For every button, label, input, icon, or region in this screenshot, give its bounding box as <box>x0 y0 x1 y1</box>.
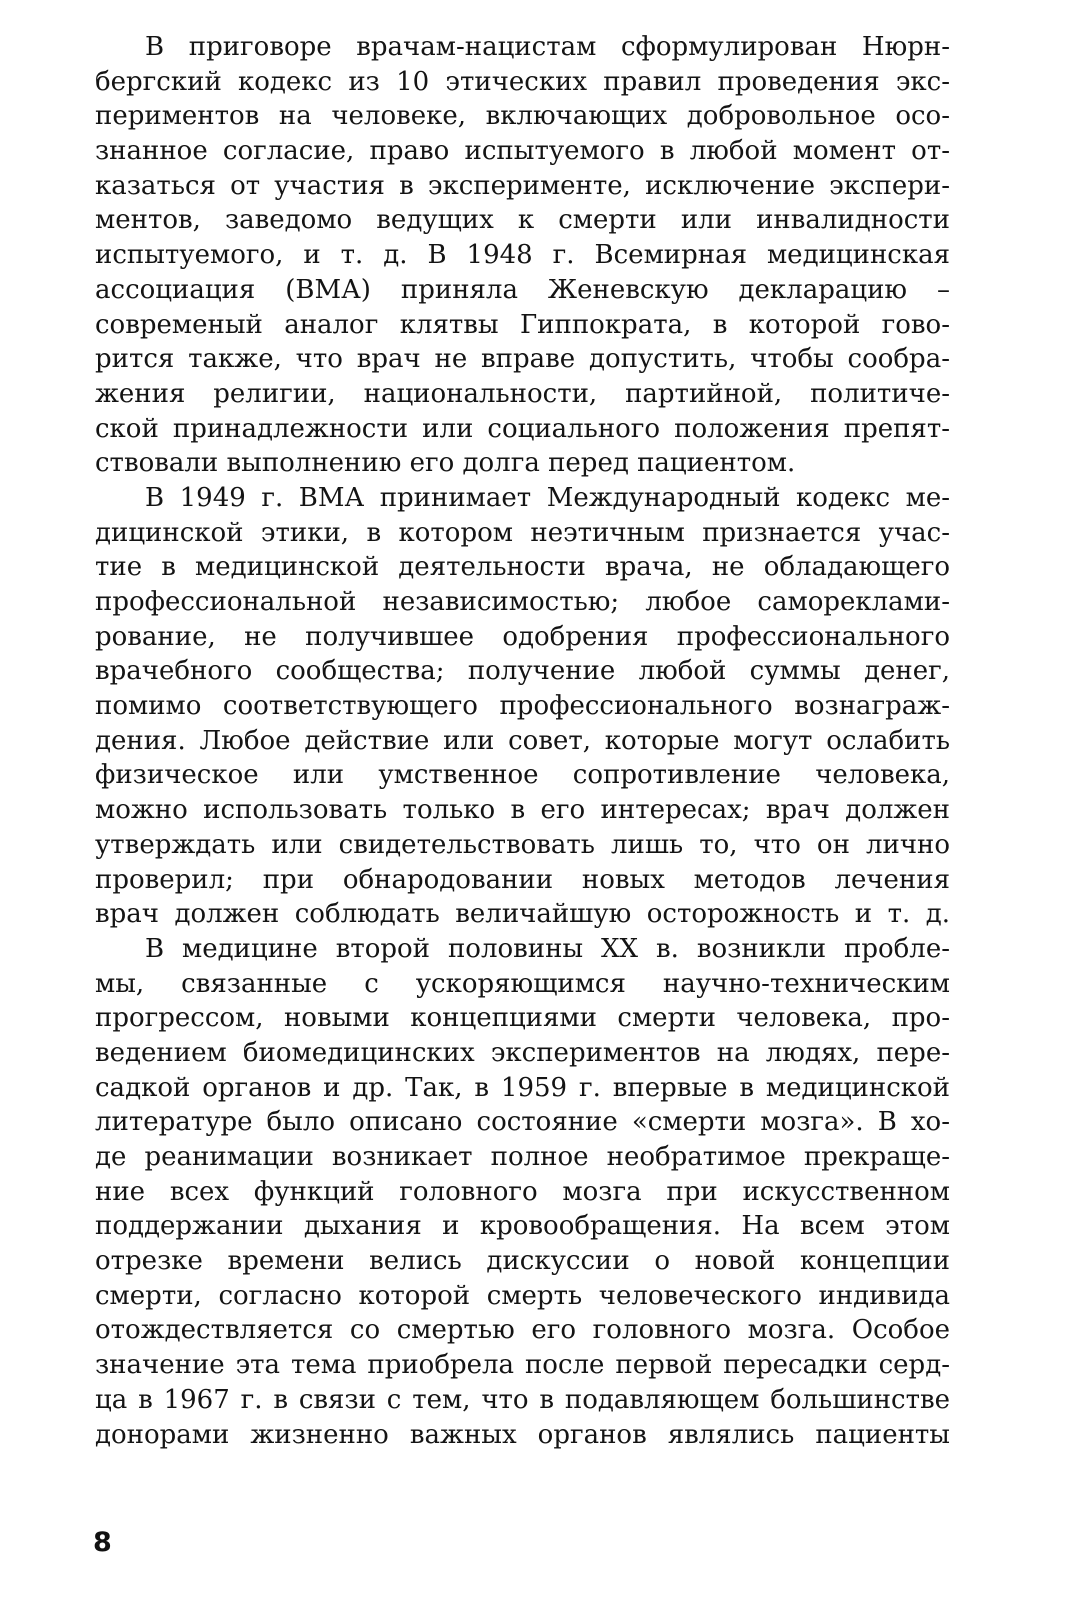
text-line: рование, не получившее одобрения профессионального <box>95 621 950 652</box>
text-line: тие в медицинской деятельности врача, не обладающего <box>95 552 950 583</box>
text-line: жения религии, национальности, партийной, политиче- <box>95 378 950 409</box>
page-number: 8 <box>93 1527 112 1558</box>
text-line: ской принадлежности или социального положения препят- <box>95 413 950 444</box>
text-line: помимо соответствующего профессионального вознаграж- <box>95 691 950 722</box>
text-line: донорами жизненно важных органов являлись пациенты <box>95 1419 950 1450</box>
text-line: рится также, что врач не вправе допустить, чтобы сообра- <box>95 344 950 375</box>
text-line: казаться от участия в эксперименте, исключение экспери- <box>95 170 950 201</box>
text-line: ведением биомедицинских экспериментов на людях, пере- <box>95 1037 950 1068</box>
text-line: профессиональной независимостью; любое самореклами- <box>95 587 950 617</box>
text-line: В приговоре врачам-нацистам сформулирован Нюрн- <box>145 32 950 62</box>
text-line: периментов на человеке, включающих добровольное осо- <box>95 101 950 132</box>
text-line: В 1949 г. ВМА принимает Международный кодекс ме- <box>145 482 950 513</box>
text-line: бергский кодекс из 10 этических правил проведения экс- <box>95 66 950 97</box>
text-line: ствовали выполнению его долга перед пациентом. <box>95 448 796 479</box>
text-line: дицинской этики, в котором неэтичным признается учас- <box>95 517 950 548</box>
text-line: современый аналог клятвы Гиппократа, в которой гово- <box>95 309 950 340</box>
text-line: утверждать или свидетельствовать лишь то, что он лично <box>95 829 950 860</box>
text-line: В медицине второй половины XX в. возникли пробле- <box>145 933 950 964</box>
text-line: можно использовать только в его интересах; врач должен <box>95 795 950 826</box>
text-line: значение эта тема приобрела после первой пересадки серд- <box>95 1350 950 1381</box>
text-line: садкой органов и др. Так, в 1959 г. впервые в медицинской <box>95 1072 950 1103</box>
text-line: отождествляется со смертью его головного мозга. Особое <box>95 1315 950 1346</box>
document-body <box>95 30 950 1452</box>
text-line: дения. Любое действие или совет, которые могут ослабить <box>95 725 950 756</box>
text-line: смерти, согласно которой смерть человеческого индивида <box>95 1280 950 1311</box>
text-line: проверил; при обнародовании новых методов лечения <box>95 864 950 895</box>
text-line: врачебного сообщества; получение любой суммы денег, <box>95 656 950 687</box>
text-line: ментов, заведомо ведущих к смерти или инвалидности <box>95 205 950 236</box>
text-line: де реанимации возникает полное необратимое прекраще- <box>95 1142 950 1172</box>
text-line: мы, связанные с ускоряющимся научно-техническим <box>95 968 950 999</box>
text-line: поддержании дыхания и кровообращения. На всем этом <box>95 1211 950 1242</box>
text-line: физическое или умственное сопротивление человека, <box>95 760 950 791</box>
paragraph-1 <box>95 30 950 481</box>
paragraph-3 <box>95 932 950 1452</box>
text-line: отрезке времени велись дискуссии о новой концепции <box>95 1246 950 1277</box>
text-line: знанное согласие, право испытуемого в любой момент от- <box>95 136 950 167</box>
text-line: испытуемого, и т. д. В 1948 г. Всемирная медицинская <box>95 240 950 271</box>
text-line: ассоциация (ВМА) приняла Женевскую декларацию – <box>95 274 950 305</box>
text-line: литературе было описано состояние «смерти мозга». В хо- <box>95 1107 950 1138</box>
paragraph-2 <box>95 481 950 932</box>
text-line: прогрессом, новыми концепциями смерти человека, про- <box>95 1003 950 1034</box>
text-line: ца в 1967 г. в связи с тем, что в подавляющем большинстве <box>95 1384 950 1415</box>
text-line: ние всех функций головного мозга при искусственном <box>95 1176 950 1207</box>
text-line: врач должен соблюдать величайшую осторожность и т. д. <box>95 899 950 930</box>
